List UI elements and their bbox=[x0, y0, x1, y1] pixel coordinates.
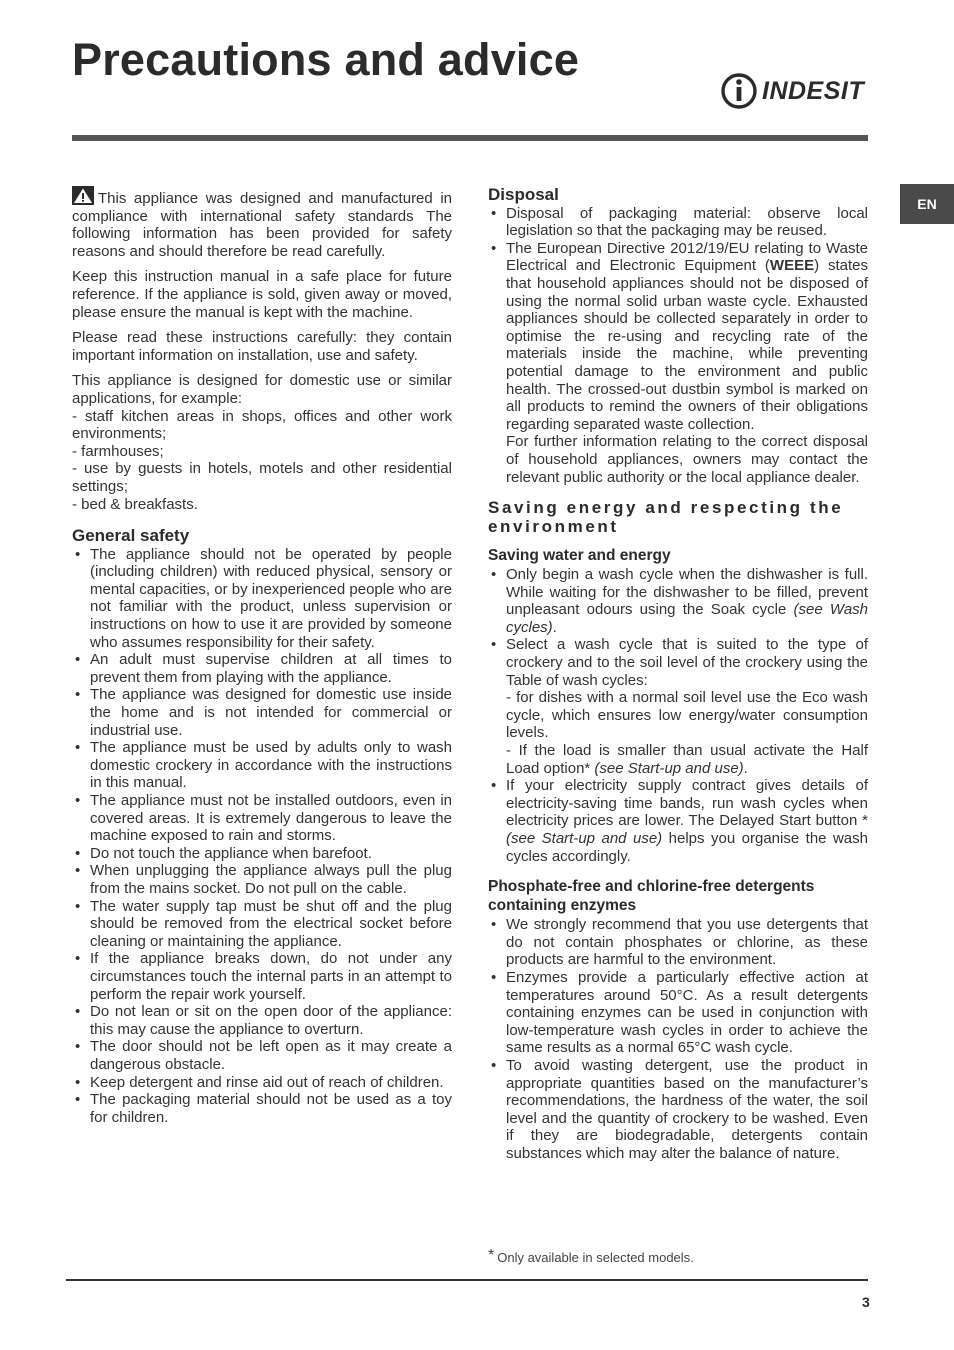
disposal-list bbox=[488, 205, 868, 487]
list-item: • The door should not be left open as it may create a dangerous obstacle. bbox=[72, 1038, 452, 1073]
brand-name: INDESIT bbox=[762, 76, 865, 105]
item-text: helps you organise the wash cycles accordingly. bbox=[506, 830, 868, 865]
footnote-text: Only available in selected models. bbox=[497, 1250, 694, 1265]
saving-water-list bbox=[488, 566, 868, 865]
item-text: Select a wash cycle that is suited to the type of crockery and to the soil level of the crockery using the Table of wash cycles: bbox=[506, 636, 868, 689]
domestic-use-item: - bed & breakfasts. bbox=[72, 495, 198, 513]
domestic-use-item: - farmhouses; bbox=[72, 442, 164, 460]
list-item: • To avoid wasting detergent, use the product in appropriate quantities based on the manufacturer’s recommendations, the hardness of the water, the soil level and the quantity of crockery to be washed. Even if they are biodegradable, detergents contain substances which may alter the balance of nature. bbox=[488, 1057, 868, 1163]
item-text: Only begin a wash cycle when the dishwasher is full. While waiting for the dishwasher to be filled, prevent unpleasant odours using the Soak cycle bbox=[506, 566, 868, 619]
weee-acronym: WEEE bbox=[769, 257, 815, 275]
list-item: • Enzymes provide a particularly effective action at temperatures around 50°C. As a result detergents containing enzymes can be used in conjunction with low-temperature wash cycles in order to achieve the same results as a normal 65°C wash cycle. bbox=[488, 969, 868, 1057]
list-item: • Do not lean or sit on the open door of the appliance: this may cause the appliance to overturn. bbox=[72, 1003, 452, 1038]
sub-item bbox=[506, 742, 868, 777]
left-column bbox=[72, 186, 452, 1126]
read-instructions-paragraph: Please read these instructions carefully: they contain important information on installation, use and safety. bbox=[72, 329, 452, 364]
domestic-use-lead: This appliance is designed for domestic use or similar applications, for example: bbox=[72, 372, 452, 407]
page-number: 3 bbox=[862, 1294, 870, 1310]
list-item: • The appliance must be used by adults only to wash domestic crockery in accordance with the instructions in this manual. bbox=[72, 739, 452, 792]
cross-reference: (see Start-up and use) bbox=[594, 759, 744, 777]
manual-paragraph: Keep this instruction manual in a safe place for future reference. If the appliance is sold, given away or moved, please ensure the manual is kept with the machine. bbox=[72, 268, 452, 321]
list-item bbox=[488, 777, 868, 865]
language-tab: EN bbox=[900, 184, 954, 224]
weee-text: ) states that household appliances should not be disposed of using the normal solid urban waste cycle. Exhausted appliances should be collected separately in order to optimise the re-using and recycling rate of the materials inside the machine, while preventing potential damage to the environment and public health. The crossed-out dustbin symbol is marked on all products to remind the owners of their obligations regarding separated waste collection. bbox=[506, 257, 868, 433]
saving-water-subheading: Saving water and energy bbox=[488, 547, 671, 565]
right-column bbox=[488, 186, 868, 1163]
indesit-logo bbox=[720, 70, 870, 112]
list-item: • The appliance should not be operated by people (including children) with reduced physical, sensory or mental capacities, or by inexperienced people who are not familiar with the product, unless supervision or instructions on how to use it are provided by someone who assumes responsibility for their safety. bbox=[72, 546, 452, 652]
intro-paragraph bbox=[72, 186, 452, 260]
disposal-further-info: For further information relating to the correct disposal of household appliances, owners may contact the relevant public authority or the local appliance dealer. bbox=[506, 433, 868, 486]
detergents-list bbox=[488, 916, 868, 1162]
warning-icon bbox=[72, 186, 94, 205]
list-item: • We strongly recommend that you use detergents that do not contain phosphates or chlorine, as these products are harmful to the environment. bbox=[488, 916, 868, 969]
footer-rule bbox=[66, 1279, 868, 1281]
list-item: • If the appliance breaks down, do not under any circumstances touch the internal parts in an attempt to perform the repair work yourself. bbox=[72, 950, 452, 1003]
cross-reference: (see Wash cycles) bbox=[506, 601, 868, 636]
item-text: - If the load is smaller than usual activate the Half Load option* bbox=[506, 742, 868, 777]
list-item: • Do not touch the appliance when barefoot. bbox=[72, 845, 452, 863]
cross-reference: (see Start-up and use) bbox=[506, 830, 663, 847]
disposal-heading: Disposal bbox=[488, 185, 559, 204]
list-item: • The water supply tap must be shut off and the plug should be removed from the electrical socket before cleaning or maintaining the appliance. bbox=[72, 898, 452, 951]
list-item: • The appliance must not be installed outdoors, even in covered areas. It is extremely dangerous to leave the machine exposed to rain and storms. bbox=[72, 792, 452, 845]
general-safety-list bbox=[72, 546, 452, 1127]
indesit-logo-icon bbox=[720, 71, 758, 111]
saving-energy-heading: Saving energy and respecting the environment bbox=[488, 498, 844, 537]
item-text: . bbox=[743, 759, 748, 777]
header-rule bbox=[72, 135, 868, 141]
intro-text: This appliance was designed and manufactured in compliance with international safety standards The following information has been provided for safety reasons and should therefore be read carefully. bbox=[72, 190, 452, 260]
list-item: • The appliance was designed for domestic use inside the home and is not intended for commercial or industrial use. bbox=[72, 686, 452, 739]
list-item bbox=[488, 566, 868, 636]
list-item: • When unplugging the appliance always pull the plug from the mains socket. Do not pull on the cable. bbox=[72, 862, 452, 897]
list-item: • Disposal of packaging material: observe local legislation so that the packaging may be reused. bbox=[488, 205, 868, 240]
list-item: • Keep detergent and rinse aid out of reach of children. bbox=[72, 1074, 452, 1092]
item-text: . bbox=[552, 618, 557, 636]
domestic-use-paragraph bbox=[72, 372, 452, 513]
list-item: • An adult must supervise children at all times to prevent them from playing with the appliance. bbox=[72, 651, 452, 686]
domestic-use-item: - staff kitchen areas in shops, offices and other work environments; bbox=[72, 407, 452, 443]
footnote-star: * bbox=[488, 1247, 495, 1264]
sub-item: - for dishes with a normal soil level use the Eco wash cycle, which ensures low energy/water consumption levels. bbox=[506, 689, 868, 742]
weee-text: The European Directive 2012/19/EU relating to Waste Electrical and Electronic Equipment ( bbox=[506, 239, 868, 275]
domestic-use-item: - use by guests in hotels, motels and other residential settings; bbox=[72, 460, 452, 495]
list-item bbox=[488, 636, 868, 777]
general-safety-heading: General safety bbox=[72, 526, 190, 546]
list-item bbox=[488, 240, 868, 486]
detergents-subheading: Phosphate-free and chlorine-free detergents containing enzymes bbox=[488, 878, 815, 915]
item-text: If your electricity supply contract gives details of electricity-saving time bands, run wash cycles when electricity prices are lower. The Delayed Start button * bbox=[506, 777, 868, 830]
list-item: • The packaging material should not be used as a toy for children. bbox=[72, 1091, 452, 1126]
page-title: Precautions and advice bbox=[72, 34, 580, 85]
footnote bbox=[488, 1247, 694, 1265]
